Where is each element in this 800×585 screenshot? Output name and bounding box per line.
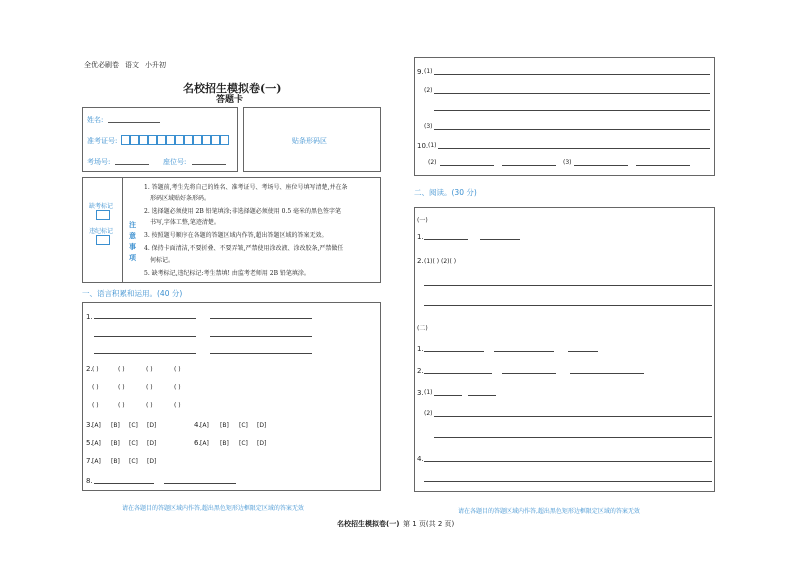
reading1-q1-line[interactable] xyxy=(480,239,520,240)
absent-mark-box[interactable] xyxy=(96,210,110,220)
q10-part2-line[interactable] xyxy=(502,165,556,166)
violation-mark-box[interactable] xyxy=(96,235,110,245)
q8-number: 8. xyxy=(86,477,93,485)
name-field[interactable] xyxy=(108,122,160,123)
section1-answer-box xyxy=(82,302,381,491)
reading2-q4-line[interactable] xyxy=(424,481,712,482)
reading2-q3-number: 3. xyxy=(417,389,424,397)
q10-part3-line[interactable] xyxy=(636,165,690,166)
reading2-q3-part2-line[interactable] xyxy=(434,416,712,417)
q1-line[interactable] xyxy=(210,336,312,337)
reading1-q2-number: 2. xyxy=(417,257,424,265)
q9-number: 9. xyxy=(417,68,424,76)
reading-part2-label: (二) xyxy=(417,325,428,332)
notice-title-char: 意 xyxy=(129,232,136,240)
grade-text: 小升初 xyxy=(145,61,166,69)
q4-option-c[interactable]: [C] xyxy=(239,422,248,429)
reading2-q2-line[interactable] xyxy=(502,373,556,374)
reading-part1-label: (一) xyxy=(417,217,428,224)
q5-option-b[interactable]: [B] xyxy=(111,440,120,447)
absent-label: 缺考标记 xyxy=(89,203,114,210)
q10-part1-line[interactable] xyxy=(438,148,710,149)
q8-line[interactable] xyxy=(94,483,154,484)
footer-page-number: 第 1 页(共 2 页) xyxy=(403,520,455,528)
barcode-label: 贴条形码区 xyxy=(292,137,327,145)
reading2-q3-part2-label: (2) xyxy=(424,410,433,417)
notice-title-char: 项 xyxy=(129,254,136,262)
q4-option-d[interactable]: [D] xyxy=(257,422,267,429)
reading2-q1-line[interactable] xyxy=(494,351,554,352)
q10-part1-label: (1) xyxy=(428,142,437,149)
q6-option-b[interactable]: [B] xyxy=(220,440,229,447)
reading2-q2-number: 2. xyxy=(417,367,424,375)
q1-number: 1. xyxy=(86,313,93,321)
notice-item: 5. 缺考标记,违纪标记:考生禁填! 由监考老师用 2B 铅笔填涂。 xyxy=(144,270,310,277)
q2-blank[interactable]: ( ) xyxy=(146,384,153,391)
reading1-q1-line[interactable] xyxy=(424,239,468,240)
q10-part2-line[interactable] xyxy=(440,165,494,166)
q8-line[interactable] xyxy=(164,483,236,484)
q7-option-d[interactable]: [D] xyxy=(147,458,157,465)
page-subtitle: 答题卡 xyxy=(216,95,244,105)
reading1-q2-blanks[interactable]: (1)( ) (2)( ) xyxy=(424,258,457,265)
notice-title-char: 注 xyxy=(129,221,136,229)
q1-line[interactable] xyxy=(210,318,312,319)
q2-blank[interactable]: ( ) xyxy=(118,402,125,409)
q1-line[interactable] xyxy=(94,318,196,319)
q5-option-d[interactable]: [D] xyxy=(147,440,157,447)
seat-field[interactable] xyxy=(192,164,226,165)
q9-part3-label: (3) xyxy=(424,123,433,130)
reading2-q2-line[interactable] xyxy=(570,373,644,374)
q10-number: 10. xyxy=(417,142,429,150)
subject-text: 语文 xyxy=(125,61,139,69)
reading1-q1-number: 1. xyxy=(417,233,424,241)
q5-option-a[interactable]: [A] xyxy=(92,440,101,447)
q2-blank[interactable]: ( ) xyxy=(118,384,125,391)
section1-title: 一、语言积累和运用。(40 分) xyxy=(82,289,183,298)
q2-blank[interactable]: ( ) xyxy=(146,402,153,409)
notice-item: 1. 答题前,考生先将自己的姓名、准考证号、考场号、座位号填写清楚,并在条 xyxy=(144,184,348,191)
notice-item: 形码区域贴好条形码。 xyxy=(150,195,211,202)
q5-number: 5. xyxy=(86,439,93,447)
reading2-q2-line[interactable] xyxy=(424,373,492,374)
q1-line[interactable] xyxy=(94,336,196,337)
q10-part2-label: (2) xyxy=(428,159,437,166)
q9-part3-line[interactable] xyxy=(434,129,710,130)
reading2-q3-part2-line[interactable] xyxy=(434,437,712,438)
footer-exam-title: 名校招生模拟卷(一) xyxy=(337,520,400,528)
reading2-q1-line[interactable] xyxy=(568,351,598,352)
notice-item: 2. 选择题必须使用 2B 铅笔填涂;非选择题必须使用 0.5 毫米的黑色签字笔 xyxy=(144,208,342,215)
q1-line[interactable] xyxy=(94,353,196,354)
q2-blank[interactable]: ( ) xyxy=(92,384,99,391)
reading2-q4-number: 4. xyxy=(417,455,424,463)
q9-part2-line[interactable] xyxy=(434,110,710,111)
q10-part3-line[interactable] xyxy=(574,165,628,166)
q6-number: 6. xyxy=(194,439,201,447)
reading2-q1-number: 1. xyxy=(417,345,424,353)
q9-part1-line[interactable] xyxy=(434,74,710,75)
reading2-q3-part1-line[interactable] xyxy=(434,395,462,396)
reading1-line[interactable] xyxy=(424,285,712,286)
q7-number: 7. xyxy=(86,457,93,465)
reading2-q1-line[interactable] xyxy=(424,351,484,352)
q6-option-a[interactable]: [A] xyxy=(200,440,209,447)
notice-item: 4. 保持卡面清洁,不要折叠、不要弄皱,严禁使用涂改液、涂改胶条,严禁做任 xyxy=(144,245,344,252)
q4-option-b[interactable]: [B] xyxy=(220,422,229,429)
right-warning: 请在各题目的答题区域内作答,超出黑色矩形边框限定区域的答案无效 xyxy=(458,508,640,515)
q2-blank[interactable]: ( ) xyxy=(92,402,99,409)
seat-label: 座位号: xyxy=(163,158,187,166)
section2-answer-box xyxy=(414,207,715,492)
reading1-line[interactable] xyxy=(424,305,712,306)
q7-option-a[interactable]: [A] xyxy=(92,458,101,465)
name-label: 姓名: xyxy=(87,116,104,124)
q9-part2-label: (2) xyxy=(424,87,433,94)
notice-title-char: 事 xyxy=(129,243,136,251)
q3-option-c[interactable]: [C] xyxy=(129,422,138,429)
room-label: 考场号: xyxy=(87,158,111,166)
q10-part3-label: (3) xyxy=(563,159,572,166)
brand-text: 全优必刷卷 xyxy=(84,61,119,69)
q3-option-a[interactable]: [A] xyxy=(92,422,101,429)
q5-option-c[interactable]: [C] xyxy=(129,440,138,447)
q2-blank[interactable]: ( ) xyxy=(146,366,153,373)
violation-label: 违纪标记 xyxy=(89,228,114,235)
left-warning: 请在各题目的答题区域内作答,超出黑色矩形边框限定区域的答案无效 xyxy=(122,505,304,512)
q9-part1-label: (1) xyxy=(424,68,433,75)
q7-option-b[interactable]: [B] xyxy=(111,458,120,465)
notice-divider xyxy=(122,177,123,283)
q9-part2-line[interactable] xyxy=(434,93,710,94)
q7-option-c[interactable]: [C] xyxy=(129,458,138,465)
notice-item: 何标记。 xyxy=(150,257,175,264)
q2-blank[interactable]: ( ) xyxy=(174,402,181,409)
q3-option-b[interactable]: [B] xyxy=(111,422,120,429)
q2-blank[interactable]: ( ) xyxy=(174,366,181,373)
q3-option-d[interactable]: [D] xyxy=(147,422,157,429)
q4-number: 4. xyxy=(194,421,201,429)
q2-blank[interactable]: ( ) xyxy=(118,366,125,373)
ticket-label: 准考证号: xyxy=(87,137,118,145)
q6-option-c[interactable]: [C] xyxy=(239,440,248,447)
notice-item: 书写,字体工整,笔迹清楚。 xyxy=(150,219,220,226)
room-field[interactable] xyxy=(115,164,149,165)
reading2-q3-part1-line[interactable] xyxy=(468,395,496,396)
q1-line[interactable] xyxy=(210,353,312,354)
q6-option-d[interactable]: [D] xyxy=(257,440,267,447)
section2-title: 二、阅读。(30 分) xyxy=(414,188,477,197)
q2-blank[interactable]: ( ) xyxy=(92,366,99,373)
reading2-q4-line[interactable] xyxy=(424,461,712,462)
notice-item: 3. 按照题号顺序在各题的答题区域内作答,超出答题区域的答案无效。 xyxy=(144,232,328,239)
reading2-q3-part1-label: (1) xyxy=(424,389,433,396)
page-title: 名校招生模拟卷(一) xyxy=(183,82,282,95)
q4-option-a[interactable]: [A] xyxy=(200,422,209,429)
q2-number: 2. xyxy=(86,365,93,373)
q3-number: 3. xyxy=(86,421,93,429)
q2-blank[interactable]: ( ) xyxy=(174,384,181,391)
